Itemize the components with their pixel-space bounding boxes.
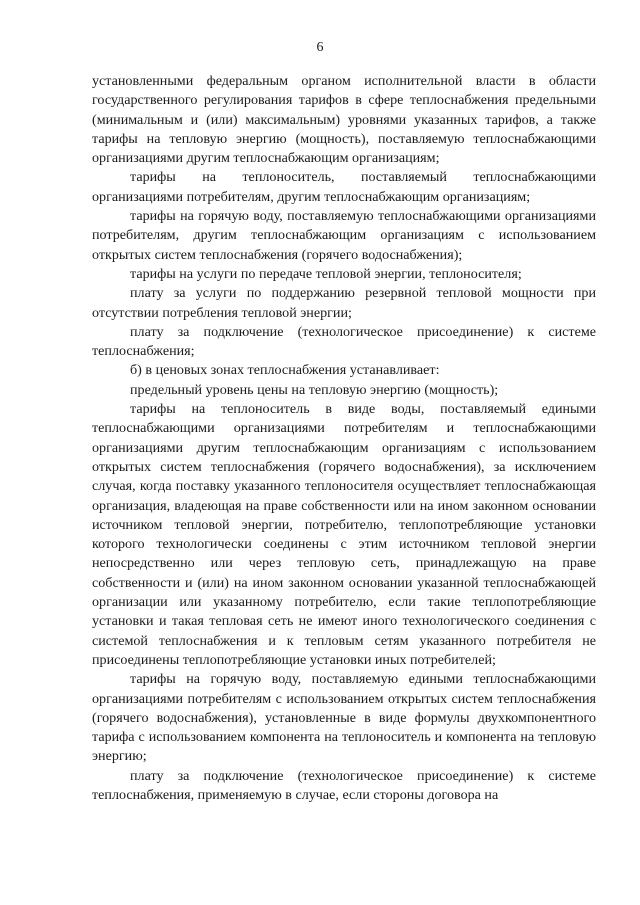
paragraph-hot-water-two-component: тарифы на горячую воду, поставляемую едиными теплоснабжающими организациями потребителям с использованием открытых систем теплоснабжения (горячего водоснабжения), установленные в виде формулы двухкомпонентного тарифа с использованием компонента на теплоноситель и компонента на тепловую энергию;: [92, 671, 596, 765]
paragraph-reserve-capacity-fee: плату за услуги по поддержанию резервной тепловой мощности при отсутствии потребления тепловой энергии;: [92, 285, 596, 321]
paragraph-transmission-tariffs: тарифы на услуги по передаче тепловой энергии, теплоносителя;: [130, 265, 522, 282]
page-number: 6: [316, 40, 324, 55]
paragraph-continuation: установленными федеральным органом исполнительной власти в области государственного регулирования тарифов в сфере теплоснабжения предельными (минимальным и (или) максимальным) уровнями указанных тарифов, а также тарифы на тепловую энергию (мощность), поставляемую теплоснабжающими организациями другим теплоснабжающим организациям;: [92, 73, 596, 167]
paragraph-water-coolant-tariffs: тарифы на теплоноситель в виде воды, поставляемый едиными теплоснабжающими организациями потребителям и теплоснабжающими организациями другим теплоснабжающим организациям с использованием открытых систем теплоснабжения (горячего водоснабжения), за исключением случая, когда поставку указанного теплоносителя осуществляет теплоснабжающая организация, владеющая на праве собственности или на ином законном основании источником тепловой энергии, потребителю, теплопотребляющие установки которого технологически соединены с этим источником тепловой энергии непосредственно или через тепловую сеть, принадлежащую на праве собственности и (или) на ином законном основании указанной теплоснабжающей организации или указанному потребителю, если такие теплопотребляющие установки и такая тепловая сеть не имеют иного технологического соединения с системой теплоснабжения и к тепловым сетям указанного потребителя не присоединены теплопотребляющие установки иных потребителей;: [92, 401, 596, 668]
paragraph-price-cap: предельный уровень цены на тепловую энергию (мощность);: [130, 381, 499, 398]
paragraph-connection-fee: плату за подключение (технологическое присоединение) к системе теплоснабжения;: [92, 323, 596, 360]
paragraph-coolant-tariffs: тарифы на теплоноситель, поставляемый теплоснабжающими организациями потребителям, другим теплоснабжающим организациям;: [92, 169, 596, 205]
paragraph-hot-water-tariffs: тарифы на горячую воду, поставляемую теплоснабжающими организациями потребителям, другим теплоснабжающим организациям с использованием открытых систем теплоснабжения (горячего водоснабжения);: [92, 208, 596, 263]
paragraph-price-zones-heading: б) в ценовых зонах теплоснабжения устанавливает:: [130, 362, 440, 379]
paragraph-connection-fee-price-zones: плату за подключение (технологическое присоединение) к системе теплоснабжения, применяемую в случае, если стороны договора на: [92, 767, 596, 803]
document-body: [92, 72, 596, 805]
